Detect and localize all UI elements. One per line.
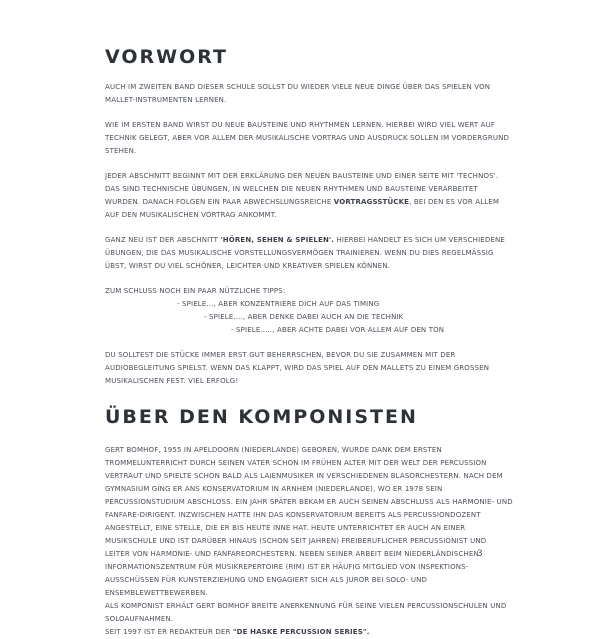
tips-intro: ZUM SCHLUSS NOCH EIN PAAR NÜTZLICHE TIPPS:	[105, 287, 286, 295]
paragraph-hss-post: HIERBEI HANDELT ES SICH UM VERSCHIEDENE ÜBUNGEN, DIE DAS MUSIKALISCHE VORSTELLUNGSVERMÖGEN TRAINIEREN. WENN DU DIES REGELMÄSSIG ÜBST, WIRST DU VIEL SCHÖNER, LEICHTER UND KREATIVER SPIELEN KÖNNEN.	[105, 236, 505, 270]
paragraph-technos	[105, 170, 513, 222]
tips-block	[105, 285, 513, 337]
paragraph-technos-pre: JEDER ABSCHNITT BEGINNT MIT DER ERKLÄRUNG DER NEUEN BAUSTEINE UND EINER SEITE MIT 'TECHNOS'. DAS SIND TECHNISCHE ÜBUNGEN, IN WELCHEN DIE NEUEN RHYTHMEN UND BAUSTEINE VERARBEITET WURDEN. DANACH FOLGEN EIN PAAR ABWECHSLUNGSREICHE	[105, 172, 499, 206]
tip-item-timing: - SPIELE..., ABER KONZENTRIERE DICH AUF DAS TIMING	[177, 300, 380, 308]
composer-editor-bold: "DE HASKE PERCUSSION SERIES".	[232, 628, 370, 636]
tip-item-technik: - SPIELE...., ABER DENKE DABEI AUCH AN DIE TECHNIK	[204, 313, 404, 321]
composer-bio-block	[105, 444, 513, 639]
paragraph-hss-bold: 'HÖREN, SEHEN & SPIELEN'.	[220, 236, 335, 244]
section-title-komponist: ÜBER DEN KOMPONISTEN	[105, 406, 418, 428]
paragraph-bausteine-text: WIE IM ERSTEN BAND WIRST DU NEUE BAUSTEINE UND RHYTHMEN LERNEN. HIERBEI WIRD VIEL WERT AUF TECHNIK GELEGT, ABER VOR ALLEM DER MUSIKALISCHE VORTRAG UND AUSDRUCK SOLLEN IM VORDERGRUND STEHEN.	[105, 121, 510, 155]
paragraph-bausteine	[105, 119, 513, 158]
paragraph-hoeren-sehen-spielen	[105, 234, 513, 273]
composer-bio	[105, 444, 513, 600]
paragraph-hss-pre: GANZ NEU IST DER ABSCHNITT	[105, 236, 221, 244]
paragraph-technos-post: , BEI DEN ES VOR ALLEM AUF DEN MUSIKALISCHEN VORTRAG ANKOMMT.	[105, 198, 500, 219]
page-content	[105, 46, 513, 639]
composer-editor	[105, 626, 513, 639]
paragraph-technos-bold: VORTRAGSSTÜCKE	[333, 198, 410, 206]
composer-awards-text: ALS KOMPONIST ERHÄLT GERT BOMHOF BREITE ANERKENNUNG FÜR SEINE VIELEN PERCUSSIONSCHULEN UND SOLOAUFNAHMEN.	[105, 602, 507, 623]
composer-bio-text: GERT BOMHOF, 1955 IN APELDOORN (NIEDERLANDE) GEBOREN, WURDE DANK DEM ERSTEN TROMMELUNTERRICHT DURCH SEINEN VATER SCHON IM FRÜHEN ALTER MIT DER WELT DER PERCUSSION VERTRAUT UND SPIELTE SCHON BALD ALS LAIENMUSIKER IN VERSCHIEDENEN BLASORCHESTERN. NACH DEM GYMNASIUM GING ER ANS KONSERVATORIUM IN ARNHEM (NIEDERLANDE), WO ER 1978 SEIN PERCUSSIONSTUDIUM ABSCHLOSS. EIN JAHR SPÄTER BEKAM ER AUCH SEINEN ABSCHLUSS ALS HARMONIE- UND FANFARE-DIRIGENT. INZWISCHEN HATTE IHN DAS KONSERVATORIUM BEREITS ALS PERCUSSIONDOZENT ANGESTELLT, EINE STELLE, DIE ER BIS HEUTE INNE HAT. HEUTE UNTERRICHTET ER AUCH AN EINER MUSIKSCHULE UND IST DARÜBER HINAUS (SCHON SEIT JAHREN) FREIBERUFLICHER PERCUSSIONIST UND LEITER VON HARMONIE- UND FANFAREORCHESTERN. NEBEN SEINER ARBEIT BEIM NIEDERLÄNDISCHEN INFORMATIONSZENTRUM FÜR MUSIKREPERTOIRE (RIM) IST ER HÄUFIG MITGLIED VON INSPEKTIONS-AUSSCHÜSSEN FÜR KUNSTERZIEHUNG UND ENGAGIERT SICH ALS JUROR BEI SOLO- UND ENSEMBLEWETTBEWERBEN.	[105, 446, 513, 597]
composer-editor-pre: SEIT 1997 IST ER REDAKTEUR DER	[105, 628, 233, 636]
paragraph-intro-text: AUCH IM ZWEITEN BAND DIESER SCHULE SOLLST DU WIEDER VIELE NEUE DINGE ÜBER DAS SPIELEN VON MALLET-INSTRUMENTEN LERNEN.	[105, 83, 491, 104]
composer-awards	[105, 600, 513, 626]
paragraph-intro	[105, 81, 513, 107]
page-number: 3	[477, 549, 483, 559]
paragraph-audiobegleitung	[105, 349, 513, 388]
section-title-vorwort: VORWORT	[105, 46, 228, 68]
paragraph-audiobegleitung-text: DU SOLLTEST DIE STÜCKE IMMER ERST GUT BEHERRSCHEN, BEVOR DU SIE ZUSAMMEN MIT DER AUDIOBEGLEITUNG SPIELST. WENN DAS KLAPPT, WIRD DAS SPIEL AUF DEN MALLETS ZU EINEM GROSSEN MUSIKALISCHEN FEST. VIEL ERFOLG!	[105, 351, 490, 385]
tip-item-ton: - SPIELE....., ABER ACHTE DABEI VOR ALLEM AUF DEN TON	[231, 326, 445, 334]
